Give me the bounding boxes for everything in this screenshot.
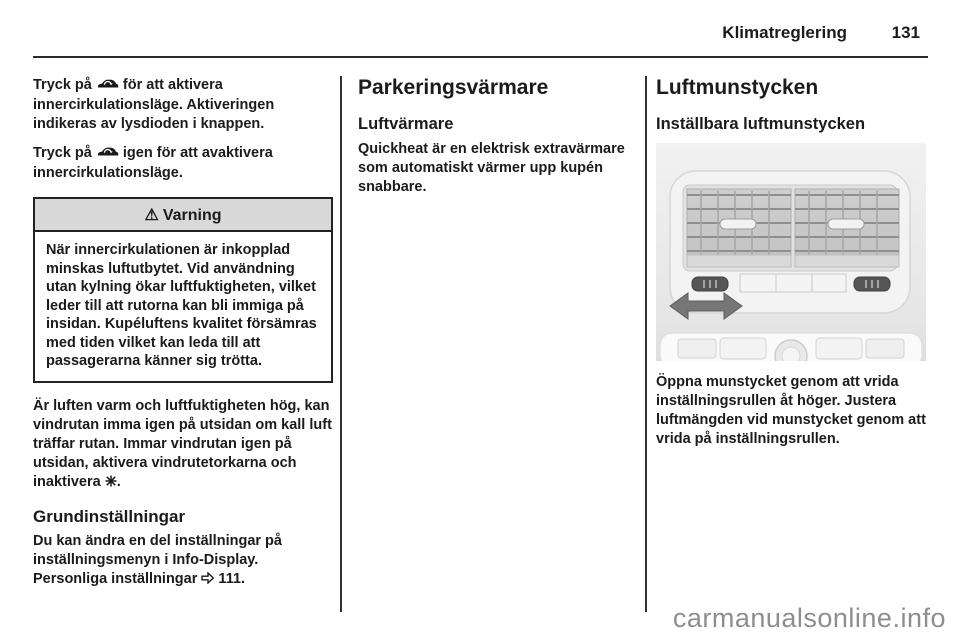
paragraph-fogging (33, 397, 333, 493)
column-middle (358, 76, 630, 207)
subheading-basic-settings: Grundinställningar (33, 506, 186, 526)
warning-title: Varning (162, 207, 222, 224)
center-console (660, 333, 922, 361)
warning-icon: ⚠ (144, 207, 159, 224)
paragraph-settings (33, 532, 333, 590)
warning-box (33, 197, 333, 383)
paragraph-text: Tryck på (33, 77, 96, 93)
paragraph-text: Du kan ändra en del inställningar på inställningsmenyn i Info-Display. Personliga inställningar (33, 532, 282, 587)
warning-box-body: När innercirkulationen är inkopplad minskas luftutbytet. Vid användning utan kylning ökar luftfuktigheten, vilket leder till att rutorna kan bli immiga på insidan. Kupéluftens kvalitet försämras med tiden vilket kan leda till att passagerarna känner sig trötta. (46, 242, 317, 369)
recirculation-icon (96, 77, 119, 96)
paragraph-text: Tryck på (33, 145, 96, 161)
chapter-title: Klimatreglering (722, 23, 847, 42)
paragraph-text: igen för att avaktivera innercirkulationsläge. (33, 145, 273, 181)
right-vent-slider (828, 219, 864, 229)
page-reference-arrow-icon (201, 571, 214, 590)
subheading-adjustable-vents: Inställbara luftmunstycken (656, 115, 866, 133)
paragraph-text: för att aktivera innercirkulationsläge. Aktiveringen indikeras av lysdioden i knappen. (33, 77, 275, 132)
heading-air-vents: Luftmunstycken (656, 76, 819, 99)
cooling-icon (105, 474, 117, 493)
warning-box-header (35, 199, 331, 232)
subheading-air-heater: Luftvärmare (358, 115, 454, 133)
left-vent (687, 189, 791, 267)
page-number: 131 (891, 23, 920, 42)
column-right (656, 76, 928, 459)
right-vent (795, 189, 899, 267)
left-thumbwheel (692, 277, 728, 291)
heading-parking-heater: Parkeringsvärmare (358, 76, 549, 99)
recirculation-icon (96, 145, 119, 164)
paragraph-recirc-activate (33, 76, 333, 134)
column-left (33, 76, 333, 600)
blank-switch-row (740, 274, 846, 292)
page-reference-number: 111. (214, 570, 246, 587)
paragraph-text: Är luften varm och luftfuktigheten hög, kan vindrutan imma igen på utsidan om kall luft träffar rutan. Immar vindrutan igen på utsidan, aktivera vindrutetorkarna och inaktivera (33, 397, 332, 490)
watermark: carmanualsonline.info (672, 603, 946, 633)
right-thumbwheel (854, 277, 890, 291)
paragraph-quickheat: Quickheat är en elektrisk extravärmare som automatiskt värmer upp kupén snabbare. (358, 141, 625, 195)
column-divider-1 (340, 76, 342, 612)
paragraph-vent-adjust: Öppna munstycket genom att vrida inställningsrullen åt höger. Justera luftmängden vid munstycket genom att vrida på inställningsrullen. (656, 374, 926, 447)
paragraph-text: . (116, 473, 121, 490)
paragraph-recirc-deactivate (33, 144, 333, 183)
header-rule (33, 56, 928, 58)
column-divider-2 (645, 76, 647, 612)
left-vent-slider (720, 219, 756, 229)
air-vents-photo (656, 143, 926, 361)
